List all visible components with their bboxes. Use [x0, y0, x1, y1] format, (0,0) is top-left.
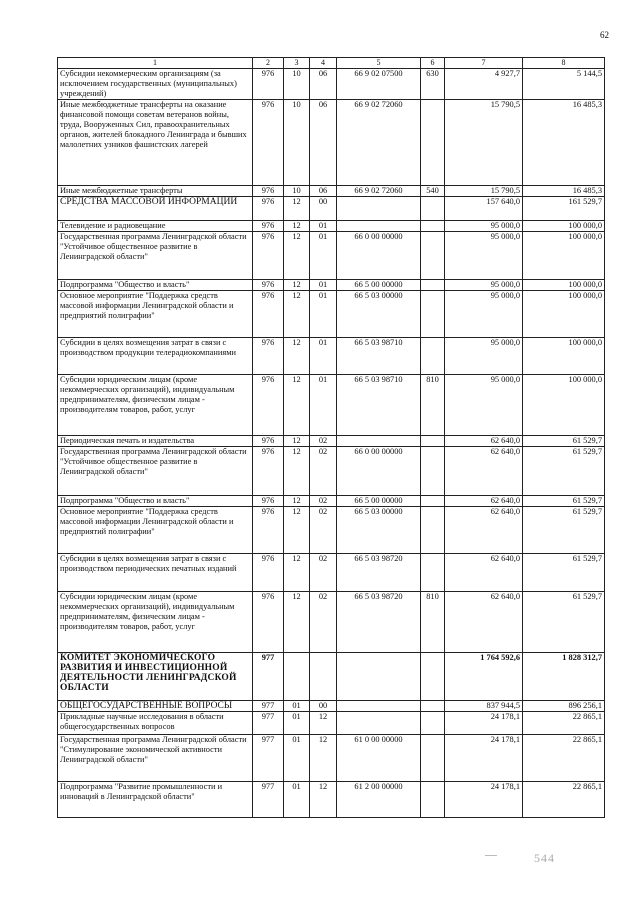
row-name: Подпрограмма "Общество и власть" — [58, 496, 253, 507]
col-header-7: 7 — [445, 58, 523, 69]
cell-amount-1: 62 640,0 — [445, 554, 523, 592]
col-header-4: 4 — [310, 58, 337, 69]
table-row — [58, 554, 605, 592]
table-row — [58, 100, 605, 186]
table-row — [58, 375, 605, 436]
cell-ved: 976 — [253, 69, 284, 100]
cell-target: 66 0 00 00000 — [337, 447, 421, 496]
cell-amount-2: 896 256,1 — [523, 701, 605, 712]
cell-ved: 976 — [253, 496, 284, 507]
cell-expense-type — [421, 712, 445, 735]
cell-target: 66 0 00 00000 — [337, 232, 421, 280]
cell-expense-type — [421, 447, 445, 496]
row-name: Иные межбюджетные трансферты на оказание финансовой помощи советам ветеранов войны, труда, Вооруженных Сил, правоохранительных органов, жителей блокадного Ленинграда и бывших малолетних узников фашистских лагерей — [58, 100, 253, 186]
cell-subsection: 01 — [310, 232, 337, 280]
cell-target: 66 5 03 98710 — [337, 338, 421, 375]
cell-subsection: 12 — [310, 712, 337, 735]
table-row — [58, 782, 605, 818]
cell-amount-1: 62 640,0 — [445, 507, 523, 554]
row-name: КОМИТЕТ ЭКОНОМИЧЕСКОГО РАЗВИТИЯ И ИНВЕСТИЦИОННОЙ ДЕЯТЕЛЬНОСТИ ЛЕНИНГРАДСКОЙ ОБЛАСТИ — [58, 653, 253, 701]
table-row — [58, 436, 605, 447]
cell-ved: 976 — [253, 221, 284, 232]
cell-amount-1: 95 000,0 — [445, 375, 523, 436]
cell-expense-type — [421, 100, 445, 186]
table-row — [58, 186, 605, 197]
table-row — [58, 197, 605, 221]
row-name: Государственная программа Ленинградской области "Устойчивое общественное развитие в Ленинградской области" — [58, 232, 253, 280]
cell-expense-type: 630 — [421, 69, 445, 100]
cell-target: 61 0 00 00000 — [337, 735, 421, 782]
cell-section: 12 — [284, 554, 310, 592]
cell-target: 66 9 02 72060 — [337, 186, 421, 197]
cell-section: 12 — [284, 280, 310, 291]
cell-target: 66 5 03 98710 — [337, 375, 421, 436]
row-name: Основное мероприятие "Поддержка средств массовой информации Ленинградской области и предприятий полиграфии" — [58, 507, 253, 554]
cell-expense-type — [421, 291, 445, 338]
cell-expense-type — [421, 496, 445, 507]
cell-amount-1: 62 640,0 — [445, 447, 523, 496]
cell-amount-2: 100 000,0 — [523, 221, 605, 232]
table-row — [58, 447, 605, 496]
cell-amount-2: 61 529,7 — [523, 436, 605, 447]
cell-ved: 976 — [253, 436, 284, 447]
cell-amount-2: 61 529,7 — [523, 447, 605, 496]
col-header-6: 6 — [421, 58, 445, 69]
cell-target: 66 5 00 00000 — [337, 280, 421, 291]
row-name: Субсидии в целях возмещения затрат в связи с производством продукции телерадиокомпаниями — [58, 338, 253, 375]
cell-ved: 976 — [253, 447, 284, 496]
cell-section: 01 — [284, 701, 310, 712]
cell-amount-2: 61 529,7 — [523, 496, 605, 507]
cell-target — [337, 712, 421, 735]
cell-target — [337, 221, 421, 232]
cell-ved: 976 — [253, 197, 284, 221]
cell-expense-type — [421, 280, 445, 291]
cell-amount-1: 62 640,0 — [445, 496, 523, 507]
cell-amount-2: 16 485,3 — [523, 100, 605, 186]
cell-expense-type — [421, 338, 445, 375]
cell-amount-2: 100 000,0 — [523, 280, 605, 291]
cell-subsection: 02 — [310, 447, 337, 496]
cell-amount-1: 15 790,5 — [445, 186, 523, 197]
table-row — [58, 232, 605, 280]
cell-expense-type — [421, 507, 445, 554]
cell-subsection: 02 — [310, 436, 337, 447]
cell-expense-type — [421, 701, 445, 712]
cell-amount-1: 15 790,5 — [445, 100, 523, 186]
cell-ved: 976 — [253, 338, 284, 375]
cell-amount-2: 22 865,1 — [523, 782, 605, 818]
cell-section: 12 — [284, 507, 310, 554]
cell-section: 12 — [284, 232, 310, 280]
cell-ved: 976 — [253, 291, 284, 338]
cell-amount-2: 61 529,7 — [523, 507, 605, 554]
cell-section: 12 — [284, 338, 310, 375]
cell-ved: 976 — [253, 554, 284, 592]
cell-ved: 976 — [253, 100, 284, 186]
cell-section: 12 — [284, 447, 310, 496]
cell-target — [337, 197, 421, 221]
cell-expense-type — [421, 221, 445, 232]
cell-amount-1: 95 000,0 — [445, 280, 523, 291]
cell-ved: 977 — [253, 701, 284, 712]
table-row — [58, 221, 605, 232]
cell-amount-2: 100 000,0 — [523, 291, 605, 338]
cell-expense-type — [421, 197, 445, 221]
cell-ved: 976 — [253, 232, 284, 280]
cell-subsection: 12 — [310, 782, 337, 818]
cell-amount-2: 22 865,1 — [523, 712, 605, 735]
cell-expense-type: 810 — [421, 592, 445, 653]
cell-expense-type — [421, 436, 445, 447]
cell-subsection — [310, 653, 337, 701]
col-header-1: 1 — [58, 58, 253, 69]
cell-ved: 976 — [253, 507, 284, 554]
row-name: Прикладные научные исследования в области общегосударственных вопросов — [58, 712, 253, 735]
page-number: 62 — [600, 30, 609, 40]
cell-amount-2: 5 144,5 — [523, 69, 605, 100]
cell-expense-type: 810 — [421, 375, 445, 436]
cell-amount-2: 161 529,7 — [523, 197, 605, 221]
cell-section: 01 — [284, 782, 310, 818]
cell-amount-2: 100 000,0 — [523, 232, 605, 280]
table-row — [58, 338, 605, 375]
cell-section: 10 — [284, 100, 310, 186]
cell-target: 61 2 00 00000 — [337, 782, 421, 818]
cell-target: 66 5 03 00000 — [337, 291, 421, 338]
cell-subsection: 02 — [310, 507, 337, 554]
cell-amount-2: 1 828 312,7 — [523, 653, 605, 701]
cell-target: 66 5 03 00000 — [337, 507, 421, 554]
cell-target — [337, 701, 421, 712]
cell-ved: 977 — [253, 712, 284, 735]
cell-ved: 976 — [253, 280, 284, 291]
cell-subsection: 00 — [310, 197, 337, 221]
cell-amount-2: 100 000,0 — [523, 375, 605, 436]
cell-target: 66 5 03 98720 — [337, 554, 421, 592]
cell-section — [284, 653, 310, 701]
table-row — [58, 507, 605, 554]
col-header-8: 8 — [523, 58, 605, 69]
cell-amount-1: 95 000,0 — [445, 221, 523, 232]
cell-subsection: 02 — [310, 496, 337, 507]
cell-section: 01 — [284, 735, 310, 782]
cell-amount-1: 24 178,1 — [445, 712, 523, 735]
cell-amount-2: 16 485,3 — [523, 186, 605, 197]
cell-subsection: 00 — [310, 701, 337, 712]
cell-subsection: 06 — [310, 69, 337, 100]
cell-section: 12 — [284, 496, 310, 507]
col-header-5: 5 — [337, 58, 421, 69]
cell-amount-2: 22 865,1 — [523, 735, 605, 782]
budget-table — [57, 57, 605, 818]
cell-expense-type — [421, 735, 445, 782]
cell-amount-1: 1 764 592,6 — [445, 653, 523, 701]
row-name: СРЕДСТВА МАССОВОЙ ИНФОРМАЦИИ — [58, 197, 253, 221]
cell-target: 66 5 00 00000 — [337, 496, 421, 507]
cell-amount-1: 95 000,0 — [445, 291, 523, 338]
cell-ved: 977 — [253, 735, 284, 782]
row-name: ОБЩЕГОСУДАРСТВЕННЫЕ ВОПРОСЫ — [58, 701, 253, 712]
cell-ved: 976 — [253, 592, 284, 653]
cell-expense-type — [421, 554, 445, 592]
cell-amount-1: 837 944,5 — [445, 701, 523, 712]
cell-subsection: 12 — [310, 735, 337, 782]
table-row — [58, 592, 605, 653]
table-row — [58, 69, 605, 100]
cell-target — [337, 653, 421, 701]
cell-amount-1: 24 178,1 — [445, 782, 523, 818]
cell-subsection: 01 — [310, 280, 337, 291]
cell-target: 66 9 02 72060 — [337, 100, 421, 186]
table-row — [58, 291, 605, 338]
table-row — [58, 735, 605, 782]
table-row — [58, 653, 605, 701]
row-name: Субсидии юридическим лицам (кроме некоммерческих организаций), индивидуальным предпринимателям, физическим лицам - производителям товаров, работ, услуг — [58, 592, 253, 653]
cell-ved: 976 — [253, 186, 284, 197]
col-header-2: 2 — [253, 58, 284, 69]
cell-amount-2: 61 529,7 — [523, 554, 605, 592]
cell-subsection: 06 — [310, 100, 337, 186]
cell-subsection: 01 — [310, 221, 337, 232]
footer-stamp: 544 — [534, 851, 555, 865]
cell-subsection: 06 — [310, 186, 337, 197]
cell-section: 10 — [284, 186, 310, 197]
cell-amount-2: 61 529,7 — [523, 592, 605, 653]
cell-amount-2: 100 000,0 — [523, 338, 605, 375]
col-header-3: 3 — [284, 58, 310, 69]
cell-subsection: 02 — [310, 592, 337, 653]
cell-section: 12 — [284, 221, 310, 232]
cell-amount-1: 95 000,0 — [445, 232, 523, 280]
table-row — [58, 712, 605, 735]
row-name: Государственная программа Ленинградской области "Стимулирование экономической активности Ленинградской области" — [58, 735, 253, 782]
row-name: Субсидии некоммерческим организациям (за исключением государственных (муниципальных) учреждений) — [58, 69, 253, 100]
row-name: Подпрограмма "Развитие промышленности и инноваций в Ленинградской области" — [58, 782, 253, 818]
cell-amount-1: 157 640,0 — [445, 197, 523, 221]
cell-section: 12 — [284, 375, 310, 436]
cell-target: 66 9 02 07500 — [337, 69, 421, 100]
cell-expense-type — [421, 232, 445, 280]
cell-ved: 977 — [253, 782, 284, 818]
row-name: Иные межбюджетные трансферты — [58, 186, 253, 197]
cell-subsection: 01 — [310, 375, 337, 436]
cell-amount-1: 62 640,0 — [445, 592, 523, 653]
cell-amount-1: 62 640,0 — [445, 436, 523, 447]
cell-section: 12 — [284, 592, 310, 653]
cell-expense-type: 540 — [421, 186, 445, 197]
row-name: Основное мероприятие "Поддержка средств массовой информации Ленинградской области и предприятий полиграфии" — [58, 291, 253, 338]
cell-amount-1: 95 000,0 — [445, 338, 523, 375]
table-row — [58, 496, 605, 507]
row-name: Субсидии юридическим лицам (кроме некоммерческих организаций), индивидуальным предпринимателям, физическим лицам - производителям товаров, работ, услуг — [58, 375, 253, 436]
cell-section: 10 — [284, 69, 310, 100]
header-row — [58, 58, 605, 69]
table-row — [58, 280, 605, 291]
row-name: Периодическая печать и издательства — [58, 436, 253, 447]
row-name: Телевидение и радиовещание — [58, 221, 253, 232]
cell-subsection: 02 — [310, 554, 337, 592]
footer-dash — [485, 855, 497, 856]
cell-ved: 976 — [253, 375, 284, 436]
cell-subsection: 01 — [310, 291, 337, 338]
table-row — [58, 701, 605, 712]
cell-subsection: 01 — [310, 338, 337, 375]
row-name: Государственная программа Ленинградской области "Устойчивое общественное развитие в Ленинградской области" — [58, 447, 253, 496]
cell-target: 66 5 03 98720 — [337, 592, 421, 653]
cell-amount-1: 24 178,1 — [445, 735, 523, 782]
row-name: Подпрограмма "Общество и власть" — [58, 280, 253, 291]
cell-section: 12 — [284, 436, 310, 447]
cell-target — [337, 436, 421, 447]
row-name: Субсидии в целях возмещения затрат в связи с производством периодических печатных изданий — [58, 554, 253, 592]
cell-expense-type — [421, 653, 445, 701]
cell-section: 12 — [284, 197, 310, 221]
cell-ved: 977 — [253, 653, 284, 701]
cell-expense-type — [421, 782, 445, 818]
cell-amount-1: 4 927,7 — [445, 69, 523, 100]
cell-section: 01 — [284, 712, 310, 735]
cell-section: 12 — [284, 291, 310, 338]
